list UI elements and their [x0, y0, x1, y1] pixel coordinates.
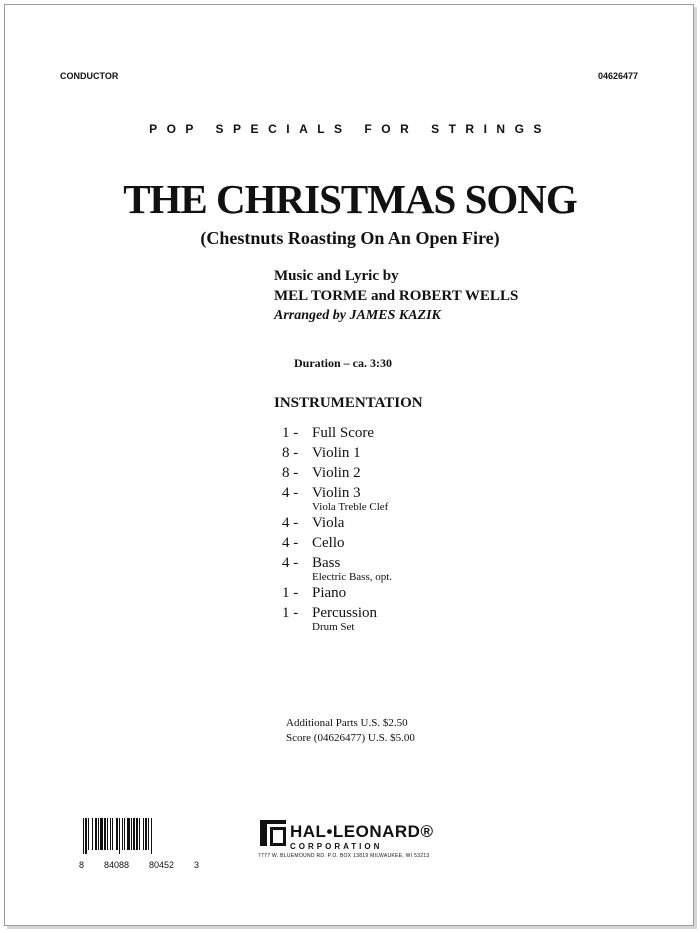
barcode-bar	[85, 818, 87, 854]
barcode-digit-group: 8	[79, 860, 85, 870]
instrument-note: Electric Bass, opt.	[312, 571, 393, 583]
instrument-row	[282, 583, 392, 603]
barcode-digits	[79, 860, 199, 870]
barcode-bar	[148, 818, 149, 850]
instrument-name: Cello	[312, 535, 345, 551]
barcode-digit-group: 84088	[103, 860, 130, 870]
barcode-bar	[116, 818, 118, 850]
instrument-name: Violin 3	[312, 485, 361, 501]
part-label: CONDUCTOR	[60, 71, 119, 81]
instrument-row	[282, 443, 392, 463]
publisher-sub: CORPORATION	[290, 842, 383, 851]
instrument-row	[282, 483, 392, 513]
barcode-digit-group: 3	[193, 860, 199, 870]
pricing	[286, 716, 415, 746]
instrument-quantity: 4 -	[282, 485, 299, 501]
barcode-bar	[139, 818, 140, 850]
barcode-bar	[95, 818, 97, 850]
barcode	[79, 818, 199, 870]
barcode-bar	[124, 818, 125, 850]
barcode-digit-group: 80452	[148, 860, 175, 870]
publisher-logo-icon	[258, 818, 288, 848]
instrumentation-heading: INSTRUMENTATION	[274, 395, 423, 411]
credits	[274, 266, 518, 326]
pricing-parts: Additional Parts U.S. $2.50	[286, 717, 408, 729]
instrument-note: Viola Treble Clef	[312, 501, 389, 513]
instrument-row	[282, 603, 392, 633]
barcode-bar	[145, 818, 147, 850]
instrument-name: Piano	[312, 585, 347, 601]
barcode-bar	[83, 818, 84, 854]
barcode-bar	[127, 818, 130, 850]
instrument-name: Bass	[312, 555, 341, 571]
barcode-bar	[143, 818, 144, 850]
instrument-name: Percussion	[312, 605, 377, 621]
instrument-quantity: 4 -	[282, 555, 299, 571]
instrumentation-list	[282, 423, 392, 633]
instrument-row	[282, 463, 392, 483]
instrument-quantity: 8 -	[282, 465, 299, 481]
catalog-number: 04626477	[597, 71, 638, 81]
barcode-bar	[104, 818, 106, 850]
song-title: THE CHRISTMAS SONG	[123, 176, 577, 222]
instrument-row	[282, 553, 392, 583]
instrument-name: Violin 2	[312, 465, 361, 481]
instrument-quantity: 1 -	[282, 425, 299, 441]
barcode-bars	[79, 818, 199, 854]
barcode-bar	[122, 818, 123, 850]
hal-leonard-logo	[258, 818, 288, 853]
instrument-quantity: 4 -	[282, 535, 299, 551]
instrument-row	[282, 533, 392, 553]
barcode-bar	[119, 818, 120, 854]
barcode-bar	[92, 818, 93, 850]
credits-line1: Music and Lyric by	[274, 268, 399, 284]
duration: Duration – ca. 3:30	[294, 356, 392, 370]
instrument-note: Drum Set	[312, 621, 355, 633]
barcode-bar	[88, 818, 89, 850]
barcode-bar	[98, 818, 99, 850]
series-title: POP SPECIALS FOR STRINGS	[149, 122, 551, 136]
instrument-name: Full Score	[312, 425, 375, 441]
pricing-score: Score (04626477) U.S. $5.00	[286, 732, 415, 744]
instrument-quantity: 8 -	[282, 445, 299, 461]
instrument-name: Viola	[312, 515, 345, 531]
instrument-quantity: 1 -	[282, 605, 299, 621]
barcode-bar	[100, 818, 103, 850]
publisher-name: HAL•LEONARD®	[290, 822, 434, 841]
song-subtitle: (Chestnuts Roasting On An Open Fire)	[200, 228, 500, 248]
barcode-bar	[133, 818, 135, 850]
barcode-bar	[136, 818, 138, 850]
barcode-bar	[110, 818, 111, 850]
credits-arranger: Arranged by JAMES KAZIK	[274, 308, 441, 323]
instrument-quantity: 1 -	[282, 585, 299, 601]
instrument-quantity: 4 -	[282, 515, 299, 531]
instrument-name: Violin 1	[312, 445, 361, 461]
publisher-address: 7777 W. BLUEMOUND RD. P.O. BOX 13819 MILWAUKEE, WI 53213	[258, 853, 430, 859]
barcode-bar	[107, 818, 108, 850]
instrument-row	[282, 423, 392, 443]
barcode-bar	[112, 818, 113, 850]
barcode-bar	[131, 818, 132, 850]
instrument-row	[282, 513, 392, 533]
barcode-bar	[151, 818, 152, 854]
credits-composers: MEL TORME and ROBERT WELLS	[274, 288, 519, 304]
